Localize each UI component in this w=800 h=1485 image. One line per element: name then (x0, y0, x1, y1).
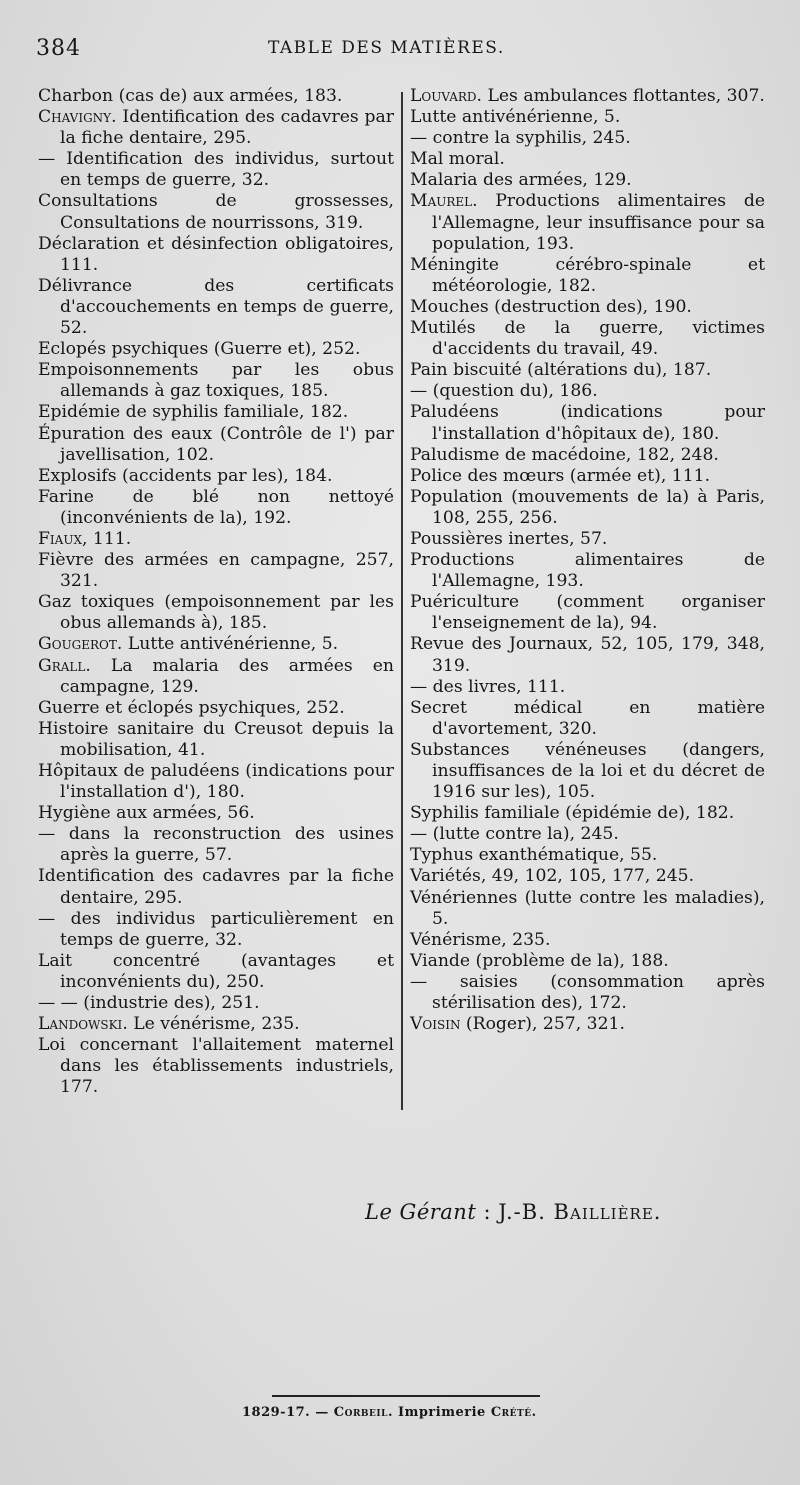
entry-text: Vénérisme, 235. (410, 929, 551, 950)
publisher-signature (365, 1200, 661, 1224)
footer-city: Corbeil (333, 1405, 388, 1420)
entry-text: Vénériennes (lutte contre les maladies), 5. (410, 887, 765, 929)
index-column-right (410, 86, 765, 1035)
index-entry (38, 234, 394, 276)
entry-text: — (lutte contre la), 245. (410, 824, 619, 845)
signature-label: Le Gérant (365, 1200, 477, 1224)
entry-text: Viande (problème de la), 188. (410, 950, 669, 971)
entry-text: Hôpitaux de paludéens (indications pour l'installation d'), 180. (38, 761, 394, 803)
running-title: TABLE DES MATIÈRES. (268, 38, 505, 58)
index-entry (38, 424, 394, 466)
index-entry (38, 86, 394, 107)
index-entry (410, 634, 765, 676)
index-entry (410, 529, 765, 550)
entry-text: Syphilis familiale (épidémie de), 182. (410, 803, 735, 824)
entry-text: Malaria des armées, 129. (410, 170, 632, 191)
entry-text: Déclaration et désinfection obligatoires, 111. (38, 233, 394, 275)
index-entry (38, 402, 394, 423)
index-entry (38, 276, 394, 339)
entry-text: Variétés, 49, 102, 105, 177, 245. (410, 866, 695, 887)
index-entry (38, 1035, 394, 1098)
index-entry (38, 824, 394, 866)
entry-text: . Les ambulances flottantes, 307. (476, 86, 765, 106)
footer-dash: — (310, 1405, 334, 1420)
entry-text: Délivrance des certificats d'accouchements en temps de guerre, 52. (38, 275, 394, 339)
index-entry (410, 255, 765, 297)
index-entry (38, 909, 394, 951)
footer-rule (272, 1395, 540, 1397)
index-entry (38, 149, 394, 191)
index-entry (38, 951, 394, 993)
index-entry (410, 86, 765, 107)
entry-text: Explosifs (accidents par les), 184. (38, 465, 333, 486)
entry-text: Gaz toxiques (empoisonnement par les obus allemands à), 185. (38, 592, 394, 634)
index-entry (38, 529, 394, 550)
entry-text: Guerre et éclopés psychiques, 252. (38, 697, 345, 718)
entry-text: . Le vénérisme, 235. (122, 1014, 300, 1035)
index-entry (410, 930, 765, 951)
index-entry (410, 318, 765, 360)
index-entry (410, 466, 765, 487)
index-entry (38, 1014, 394, 1035)
index-entry (38, 719, 394, 761)
footer-printer: Crété (490, 1405, 532, 1420)
entry-text: Poussières inertes, 57. (410, 528, 608, 549)
entry-text: Consultations de grossesses, Consultations de nourrissons, 319. (38, 191, 394, 233)
entry-text: — — (industrie des), 251. (38, 993, 260, 1014)
index-entry (410, 866, 765, 887)
entry-text: Revue des Journaux, 52, 105, 179, 348, 319. (410, 634, 765, 676)
entry-text: Puériculture (comment organiser l'enseignement de la), 94. (410, 592, 765, 634)
entry-text: (Roger), 257, 321. (460, 1014, 625, 1035)
entry-text: Fièvre des armées en campagne, 257, 321. (38, 550, 394, 592)
entry-text: — saisies (consommation après stérilisation des), 172. (410, 971, 765, 1014)
entry-text: Eclopés psychiques (Guerre et), 252. (38, 339, 361, 360)
entry-text: Charbon (cas de) aux armées, 183. (38, 86, 343, 106)
entry-text: Lait concentré (avantages et inconvénients du), 250. (38, 950, 394, 992)
entry-text: — dans la reconstruction des usines après la guerre, 57. (38, 824, 394, 866)
author-name: Maurel (410, 191, 473, 212)
entry-text: Epidémie de syphilis familiale, 182. (38, 402, 349, 423)
index-column-left (38, 86, 394, 1099)
entry-text: . Identification des cadavres par la fiche dentaire, 295. (60, 107, 394, 149)
entry-text: — des individus particulièrement en temps de guerre, 32. (38, 908, 394, 950)
index-entry (410, 1014, 765, 1035)
author-name: Fiaux (38, 528, 82, 549)
signature-name: J.-B. Baillière. (498, 1200, 662, 1224)
entry-text: Loi concernant l'allaitement maternel dans les établissements industriels, 177. (38, 1035, 394, 1098)
index-entry (410, 170, 765, 191)
index-entry (410, 360, 765, 381)
entry-text: Mouches (destruction des), 190. (410, 296, 692, 317)
index-entry (410, 445, 765, 466)
signature-separator: : (476, 1200, 499, 1224)
entry-text: , 111. (82, 528, 132, 549)
index-entry (410, 698, 765, 740)
entry-text: Paludéens (indications pour l'installation d'hôpitaux de), 180. (410, 402, 765, 444)
index-entry (410, 297, 765, 318)
index-entry (410, 107, 765, 128)
page-header (36, 36, 764, 60)
index-entry (410, 677, 765, 698)
index-entry (410, 888, 765, 930)
entry-text: Population (mouvements de la) à Paris, 108, 255, 256. (410, 486, 765, 528)
index-entry (410, 487, 765, 529)
index-entry (38, 360, 394, 402)
index-entry (410, 972, 765, 1014)
entry-text: . Lutte antivénérienne, 5. (116, 634, 339, 655)
index-entry (410, 803, 765, 824)
index-entry (410, 592, 765, 634)
entry-text: Mutilés de la guerre, victimes d'accidents du travail, 49. (410, 318, 765, 360)
entry-text: Identification des cadavres par la fiche dentaire, 295. (38, 866, 394, 908)
index-entry (410, 191, 765, 254)
index-entry (38, 993, 394, 1014)
index-entry (410, 740, 765, 803)
index-entry (38, 339, 394, 360)
index-entry (38, 656, 394, 698)
index-entry (38, 634, 394, 655)
entry-text: Paludisme de macédoine, 182, 248. (410, 444, 719, 465)
index-entry (410, 128, 765, 149)
entry-text: Mal moral. (410, 149, 505, 170)
entry-text: . La malaria des armées en campagne, 129. (60, 655, 394, 697)
index-entry (38, 466, 394, 487)
index-entry (38, 761, 394, 803)
index-entry (410, 381, 765, 402)
entry-text: Secret médical en matière d'avortement, 320. (410, 697, 765, 739)
printer-footer (242, 1405, 537, 1420)
entry-text: Pain biscuité (altérations du), 187. (410, 360, 712, 381)
author-name: Landowski (38, 1014, 123, 1035)
entry-text: Histoire sanitaire du Creusot depuis la mobilisation, 41. (38, 718, 394, 760)
entry-text: Productions alimentaires de l'Allemagne, 193. (410, 550, 765, 592)
index-entry (38, 866, 394, 908)
entry-text: — Identification des individus, surtout en temps de guerre, 32. (38, 149, 394, 191)
author-name: Louvard (410, 86, 477, 106)
entry-text: Police des mœurs (armée et), 111. (410, 465, 711, 486)
index-entry (410, 149, 765, 170)
entry-text: — des livres, 111. (410, 676, 566, 697)
entry-text: Lutte antivénérienne, 5. (410, 107, 621, 128)
entry-text: . Productions alimentaires de l'Allemagne, leur insuffisance pour sa population, 193. (432, 191, 765, 254)
page-number: 384 (36, 36, 81, 61)
index-entry (38, 487, 394, 529)
entry-text: — contre la syphilis, 245. (410, 128, 631, 149)
author-name: Grall (38, 655, 86, 676)
author-name: Voisin (410, 1014, 461, 1035)
footer-middle: . Imprimerie (387, 1405, 491, 1420)
entry-text: Empoisonnements par les obus allemands à gaz toxiques, 185. (38, 360, 394, 402)
index-entry (410, 951, 765, 972)
index-entry (38, 803, 394, 824)
entry-text: Méningite cérébro-spinale et météorologie, 182. (410, 254, 765, 296)
entry-text: Substances vénéneuses (dangers, insuffisances de la loi et du décret de 1916 sur les), 105. (410, 739, 765, 803)
index-entry (38, 698, 394, 719)
index-entry (38, 550, 394, 592)
author-name: Chavigny (38, 107, 112, 128)
index-entry (38, 107, 394, 149)
index-entry (410, 824, 765, 845)
author-name: Gougerot (38, 634, 117, 655)
entry-text: Épuration des eaux (Contrôle de l') par javellisation, 102. (38, 423, 394, 465)
entry-text: Hygiène aux armées, 56. (38, 803, 255, 824)
entry-text: Farine de blé non nettoyé (inconvénients de la), 192. (38, 486, 394, 528)
index-entry (38, 191, 394, 233)
index-entry (38, 592, 394, 634)
entry-text: — (question du), 186. (410, 381, 598, 402)
footer-end: . (531, 1405, 537, 1420)
index-entry (410, 402, 765, 444)
index-entry (410, 550, 765, 592)
entry-text: Typhus exanthématique, 55. (410, 845, 658, 866)
footer-number: 1829-17. (242, 1405, 311, 1420)
index-entry (410, 845, 765, 866)
column-divider (401, 92, 403, 1110)
